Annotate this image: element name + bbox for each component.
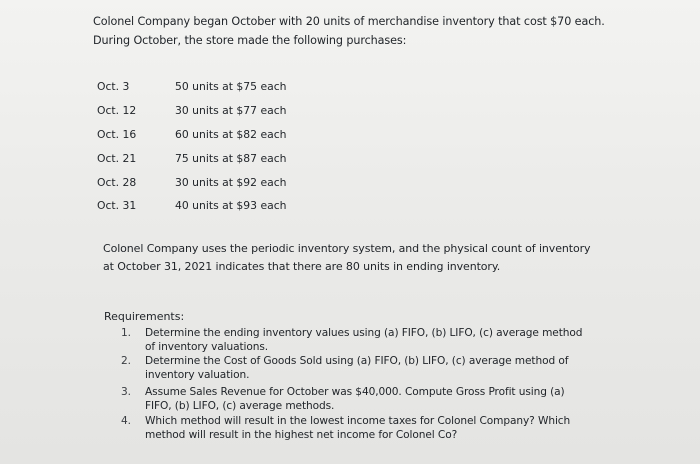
requirement-number: 1. [121,327,131,339]
purchase-date: Oct. 31 [97,199,137,212]
purchase-description: 30 units at $92 each [175,176,287,189]
requirements-heading: Requirements: [104,310,185,323]
intro-paragraph: Colonel Company began October with 20 units of merchandise inventory that cost $70 each. During October, the store made the following purchases: [93,15,605,47]
requirement-number: 3. [121,386,131,398]
purchase-date: Oct. 16 [97,128,137,141]
purchase-date: Oct. 28 [97,176,137,189]
inventory-system-paragraph: Colonel Company uses the periodic inventory system, and the physical count of inventory at October 31, 2021 indicates that there are 80 units in ending inventory. [103,242,591,273]
purchase-date: Oct. 3 [97,80,130,93]
purchase-date: Oct. 12 [97,104,137,117]
requirement-text: Determine the Cost of Goods Sold using (a) FIFO, (b) LIFO, (c) average method of inventory valuation. [145,355,569,381]
requirement-number: 2. [121,355,131,367]
purchase-description: 60 units at $82 each [175,128,287,141]
requirement-text: Which method will result in the lowest income taxes for Colonel Company? Which method will result in the highest net income for Colonel Co? [145,415,571,441]
purchase-description: 75 units at $87 each [175,152,287,165]
purchase-description: 30 units at $77 each [175,104,287,117]
purchase-description: 40 units at $93 each [175,199,287,212]
purchase-description: 50 units at $75 each [175,80,287,93]
requirement-text: Determine the ending inventory values using (a) FIFO, (b) LIFO, (c) average method of inventory valuations. [145,327,583,353]
purchase-date: Oct. 21 [97,152,137,165]
requirement-number: 4. [121,415,131,427]
requirement-text: Assume Sales Revenue for October was $40,000. Compute Gross Profit using (a) FIFO, (b) LIFO, (c) average methods. [145,386,565,412]
